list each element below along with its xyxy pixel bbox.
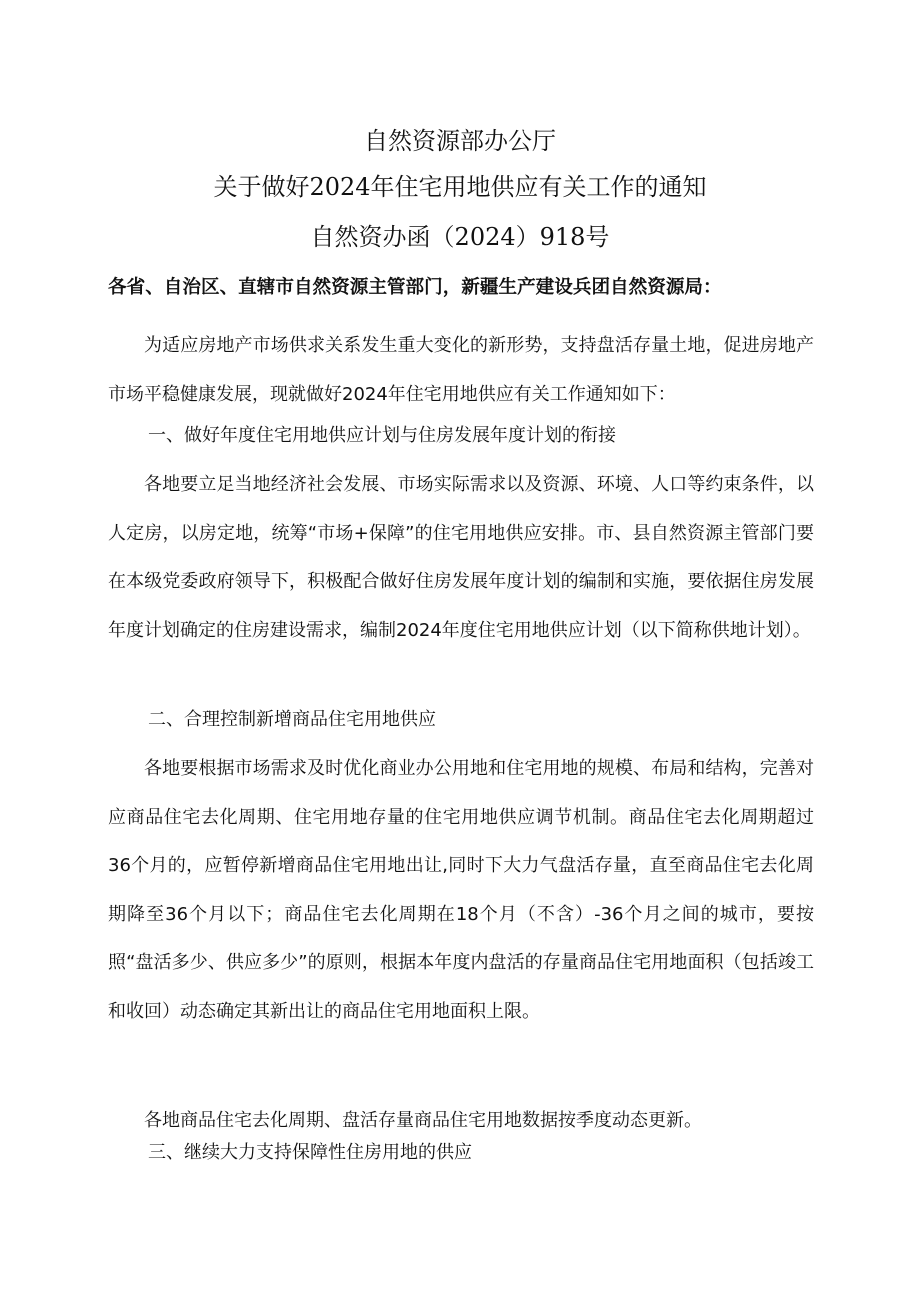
section-2-paragraph: 各地要根据市场需求及时优化商业办公用地和住宅用地的规模、布局和结构，完善对应商品住宅去化周期、住宅用地存量的住宅用地供应调节机制。商品住宅去化周期超过36个月的，应暂停新增商品住宅用地出让,同时下大力气盘活存量，直至商品住宅去化周期降至36个月以下；商品住宅去化周期在18个月（不含）-36个月之间的城市，要按照“盘活多少、供应多少”的原则，根据本年度内盘活的存量商品住宅用地面积（包括竣工和收回）动态确定其新出让的商品住宅用地面积上限。 bbox=[108, 758, 814, 1022]
addressee-line: 各省、自治区、直辖市自然资源主管部门，新疆生产建设兵团自然资源局： bbox=[108, 277, 722, 298]
section-3-heading: 三、继续大力支持保障性住房用地的供应 bbox=[148, 1142, 472, 1163]
section-1-heading: 一、做好年度住宅用地供应计划与住房发展年度计划的衔接 bbox=[148, 425, 616, 446]
intro-paragraph: 为适应房地产市场供求关系发生重大变化的新形势，支持盘活存量土地，促进房地产市场平稳健康发展，现就做好2024年住宅用地供应有关工作通知如下： bbox=[108, 335, 814, 405]
notice-title: 关于做好2024年住宅用地供应有关工作的通知 bbox=[213, 173, 707, 201]
section-1-paragraph: 各地要立足当地经济社会发展、市场实际需求以及资源、环境、人口等约束条件，以人定房，以房定地，统筹“市场+保障”的住宅用地供应安排。市、县自然资源主管部门要在本级党委政府领导下，积极配合做好住房发展年度计划的编制和实施，要依据住房发展年度计划确定的住房建设需求，编制2024年度住宅用地供应计划（以下简称供地计划）。 bbox=[108, 474, 814, 641]
document-number: 自然资办函（2024）918号 bbox=[310, 223, 610, 251]
issuer-title: 自然资源部办公厅 bbox=[364, 127, 556, 155]
section-2-note: 各地商品住宅去化周期、盘活存量商品住宅用地数据按季度动态更新。 bbox=[144, 1110, 702, 1131]
section-2-heading: 二、合理控制新增商品住宅用地供应 bbox=[148, 709, 436, 730]
